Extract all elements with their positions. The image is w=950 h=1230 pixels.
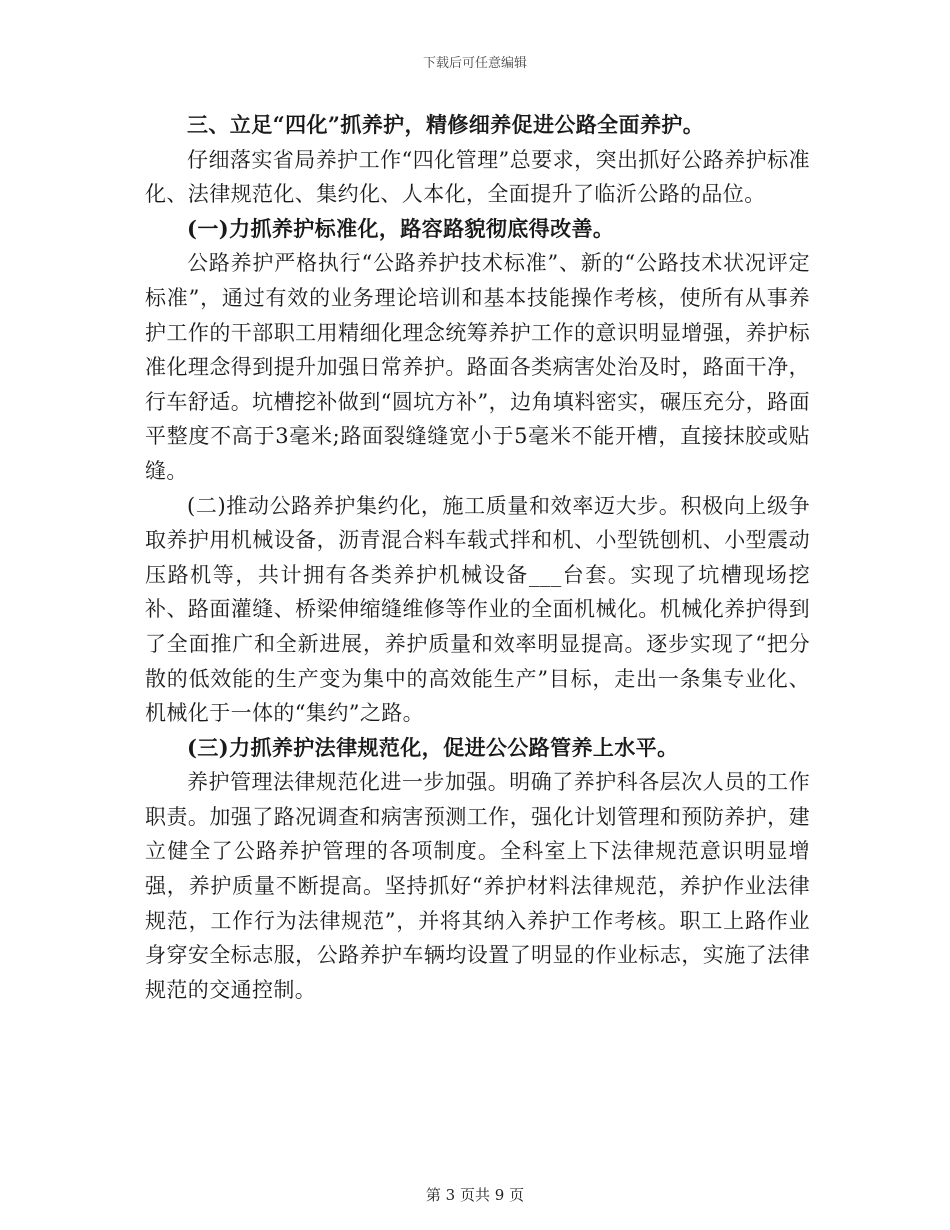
page-number-footer: 第 3 页共 9 页 bbox=[425, 1186, 525, 1204]
intro-paragraph: 仔细落实省局养护工作“四化管理”总要求，突出抓好公路养护标准化、法律规范化、集约化、人本化，全面提升了临沂公路的品位。 bbox=[145, 147, 810, 207]
subsection-heading-3: (三)力抓养护法律规范化，促进公公路管养上水平。 bbox=[187, 734, 679, 760]
page-header: 下载后可任意编辑 bbox=[422, 56, 527, 71]
legal-standardization-paragraph: 养护管理法律规范化进一步加强。明确了养护科各层次人员的工作职责。加强了路况调查和病害预测工作，强化计划管理和预防养护，建立健全了公路养护管理的各项制度。全科室上下法律规范意识明显增强，养护质量不断提高。坚持抓好“养护材料法律规范，养护作业法律规范，工作行为法律规范”，并将其纳入养护工作考核。职工上路作业身穿安全标志服，公路养护车辆均设置了明显的作业标志，实施了法律规范的交通控制。 bbox=[145, 770, 810, 1002]
standardization-paragraph: 公路养护严格执行“公路养护技术标准”、新的“公路技术状况评定标准”，通过有效的业务理论培训和基本技能操作考核，使所有从事养护工作的干部职工用精细化理念统筹养护工作的意识明显增强，养护标准化理念得到提升加强日常养护。路面各类病害处治及时，路面干净，行车舒适。坑槽挖补做到“圆坑方补”，边角填料密实，碾压充分，路面平整度不高于3毫米;路面裂缝缝宽小于5毫米不能开槽，直接抹胶或贴缝。 bbox=[145, 251, 810, 483]
document-body bbox=[145, 108, 810, 1007]
subsection-heading-1: (一)力抓养护标准化，路容路貌彻底得改善。 bbox=[187, 215, 615, 241]
intensification-paragraph: (二)推动公路养护集约化，施工质量和效率迈大步。积极向上级争取养护用机械设备，沥青混合料车载式拌和机、小型铣刨机、小型震动压路机等，共计拥有各类养护机械设备___台套。实现了坑槽现场挖补、路面灌缝、桥梁伸缩缝维修等作业的全面机械化。机械化养护得到了全面推广和全新进展，养护质量和效率明显提高。逐步实现了“把分散的低效能的生产变为集中的高效能生产”目标，走出一条集专业化、机械化于一体的“集约”之路。 bbox=[145, 493, 810, 726]
section-heading-3: 三、立足“四化”抓养护，精修细养促进公路全面养护。 bbox=[187, 112, 705, 137]
